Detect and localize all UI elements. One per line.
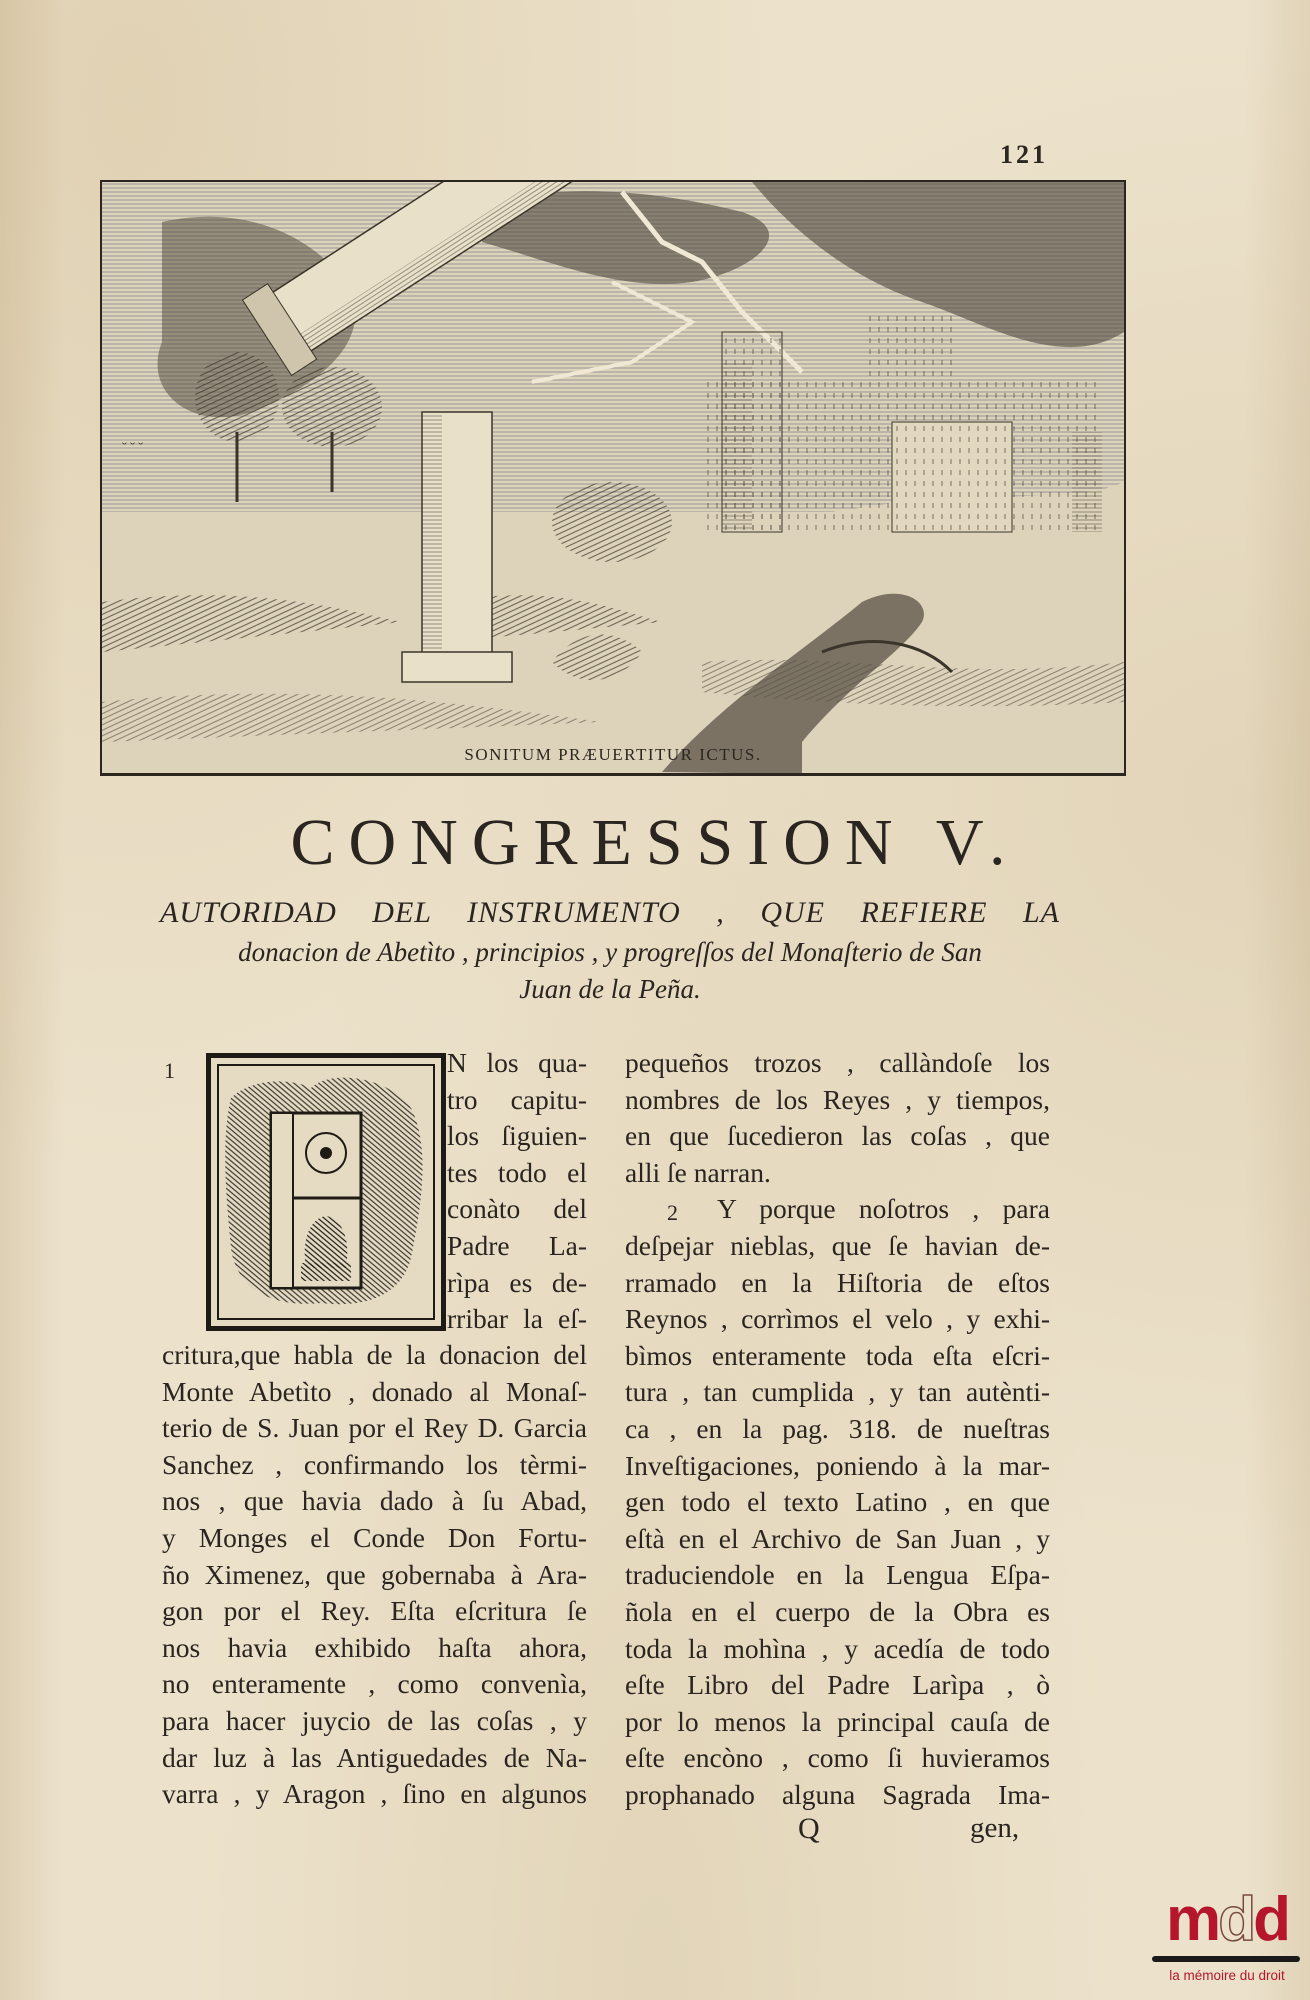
logo-tagline: la mémoire du droit — [1169, 1968, 1285, 1983]
text-line: alli ſe narran. — [625, 1156, 771, 1188]
paragraph-2-first-line — [625, 1191, 1050, 1228]
text-line: Y porque noſotros , para — [717, 1193, 1050, 1225]
text-line: en que ſucedieron las coſas , que — [625, 1120, 1050, 1152]
text-line: tura , tan cumplida , y tan autènti- — [625, 1376, 1050, 1408]
text-line: nombres de los Reyes , y tiempos, — [625, 1083, 1050, 1115]
text-line: tro capitu- — [447, 1083, 587, 1115]
page-number: 121 — [1000, 140, 1048, 169]
text-line: los ſiguien- — [447, 1120, 587, 1152]
drop-initial-ornament — [206, 1053, 446, 1331]
chapter-title: CONGRESSION V. — [290, 806, 1020, 879]
chapter-subtitle — [160, 893, 1060, 1007]
text-line: eſte Libro del Padre Larìpa , ò — [625, 1669, 1050, 1701]
text-line: N los qua- — [447, 1047, 587, 1078]
text-line: critura,que habla de la donacion del — [162, 1339, 587, 1370]
text-line: Inveſtigaciones, poniendo à la mar- — [625, 1449, 1050, 1481]
svg-text:ˇ ˇ ˇ: ˇ ˇ ˇ — [122, 441, 143, 456]
subtitle-line-2: donacion de Abetìto , principios , y progreſſos del Monaſterio de San — [238, 937, 982, 967]
text-line: Monte Abetìto , donado al Monaſ- — [162, 1375, 587, 1407]
right-column — [625, 1045, 1050, 1813]
text-line: eſtà en el Archivo de San Juan , y — [625, 1522, 1050, 1554]
text-line: gen todo el texto Latino , en que — [625, 1486, 1050, 1518]
text-line: traduciendole en la Lengua Eſpa- — [625, 1559, 1050, 1591]
text-line: bìmos enteramente toda eſta eſcri- — [625, 1339, 1050, 1371]
catchword: gen, — [970, 1812, 1020, 1844]
text-line: rramado en la Hiſtoria de eſtos — [625, 1266, 1050, 1298]
text-line: deſpejar nieblas, que ſe havian de- — [625, 1229, 1050, 1261]
logo-divider — [1152, 1956, 1300, 1962]
text-line: no enteramente , como convenìa, — [162, 1668, 587, 1700]
paragraph-number: 1 — [164, 1058, 175, 1083]
text-line: terio de S. Juan por el Rey D. Garcia — [162, 1412, 587, 1444]
text-line: para hacer juycio de las coſas , y — [162, 1704, 587, 1736]
text-line: pequeños trozos , callàndoſe los — [625, 1047, 1050, 1078]
mdd-logo-icon: mdd — [1166, 1885, 1288, 1954]
text-line: dar luz à las Antiguedades de Na- — [162, 1741, 587, 1773]
mdd-watermark-logo[interactable] — [1152, 1885, 1302, 2000]
text-line: Reynos , corrìmos el velo , y exhi- — [625, 1303, 1050, 1335]
text-line: tes todo el — [447, 1156, 587, 1188]
text-line: gon por el Rey. Eſta eſcritura ſe — [162, 1595, 587, 1627]
text-line: ñola en el cuerpo de la Obra es — [625, 1595, 1050, 1627]
engraving-caption: SONITUM PRÆUERTITUR ICTUS. — [464, 745, 762, 764]
subtitle-line-3: Juan de la Peña. — [519, 974, 701, 1004]
text-line: prophanado alguna Sagrada Ima- — [625, 1778, 1050, 1810]
text-line: nos havia exhibido haſta ahora, — [162, 1631, 587, 1663]
left-column-body — [162, 1337, 587, 1813]
paragraph-number: 2 — [667, 1200, 678, 1226]
signature-mark: Q — [798, 1812, 820, 1845]
text-line: nos , que havia dado à ſu Abad, — [162, 1485, 587, 1517]
ornamental-letter-e-icon — [211, 1058, 441, 1326]
text-line: Padre La- — [447, 1229, 587, 1261]
text-line: conàto del — [447, 1193, 587, 1225]
subtitle-line-1: AUTORIDAD DEL INSTRUMENTO , QUE REFIERE LA — [160, 896, 1060, 929]
text-line: ño Ximenez, que gobernaba à Ara- — [162, 1558, 587, 1590]
text-line: toda la mohìna , y acedía de todo — [625, 1632, 1050, 1664]
text-line: Sanchez , confirmando los tèrmi- — [162, 1448, 587, 1480]
drop-cap-wrap-text — [447, 1045, 587, 1338]
text-line: eſte encòno , como ſi huvieramos — [625, 1742, 1050, 1774]
text-line: ca , en la pag. 318. de nueſtras — [625, 1412, 1050, 1444]
engraving — [100, 180, 1126, 776]
text-line: por lo menos la principal cauſa de — [625, 1705, 1050, 1737]
engraving-illustration — [102, 182, 1124, 774]
text-line: y Monges el Conde Don Fortu- — [162, 1521, 587, 1553]
text-line: rribar la eſ- — [447, 1303, 587, 1335]
text-line: varra , y Aragon , ſino en algunos — [162, 1778, 587, 1810]
text-line: rìpa es de- — [447, 1266, 587, 1298]
